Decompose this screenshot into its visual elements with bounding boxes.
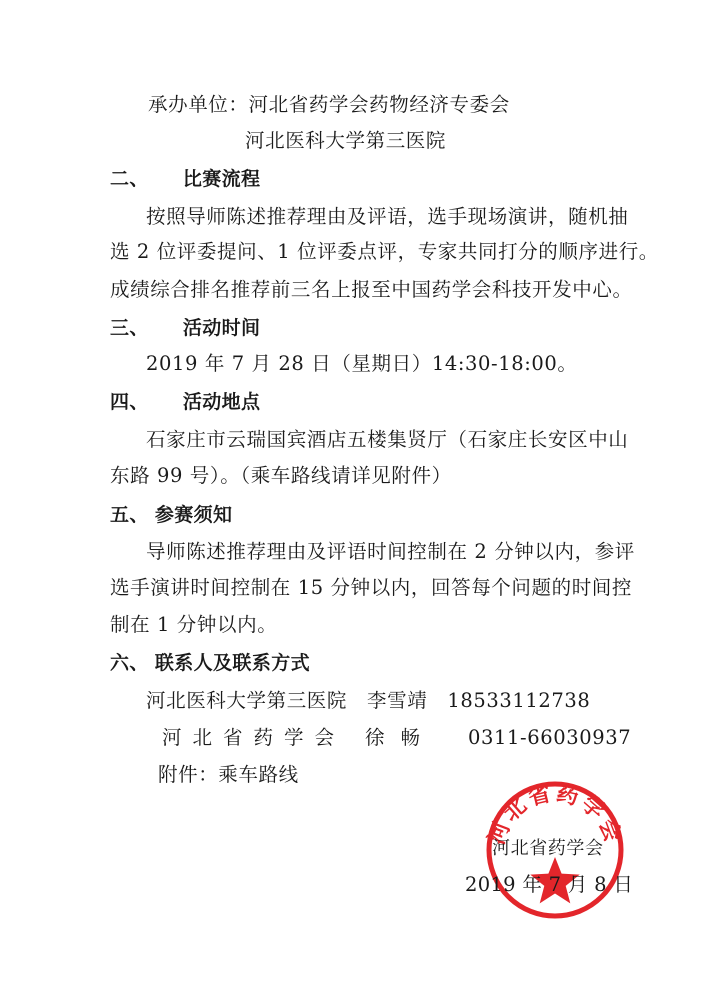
rules-line-3: 制在 1 分钟以内。 xyxy=(110,613,278,636)
process-line-1: 按照导师陈述推荐理由及评语，选手现场演讲，随机抽 xyxy=(146,205,629,228)
contact-org: 河北医科大学第三医院 xyxy=(146,689,348,712)
section-title: 联系人及联系方式 xyxy=(154,652,311,674)
location-line-2: 东路 99 号）。（乘车路线请详见附件） xyxy=(110,464,452,487)
section-number: 二、 xyxy=(110,168,149,190)
contact-phone: 0311-66030937 xyxy=(468,726,632,749)
section-title: 参赛须知 xyxy=(154,504,233,526)
section-title: 活动时间 xyxy=(182,317,261,339)
attachment-line: 附件：乘车路线 xyxy=(158,763,299,786)
location-line-1: 石家庄市云瑞国宾酒店五楼集贤厅（石家庄长安区中山 xyxy=(146,428,629,451)
organizer-org2: 河北医科大学第三医院 xyxy=(245,129,447,152)
signature-org: 河北省药学会 xyxy=(492,838,604,859)
rules-line-2: 选手演讲时间控制在 15 分钟以内，回答每个问题的时间控 xyxy=(110,576,633,599)
section-title: 比赛流程 xyxy=(182,168,261,190)
organizer-line xyxy=(148,93,510,117)
section-heading-location xyxy=(110,390,260,414)
time-line-1: 2019 年 7 月 28 日（星期日）14:30-18:00。 xyxy=(146,352,578,375)
process-line-3: 成绩综合排名推荐前三名上报至中国药学会科技开发中心。 xyxy=(110,278,633,301)
process-line-2: 选 2 位评委提问、1 位评委点评，专家共同打分的顺序进行。 xyxy=(110,240,659,263)
contact-row xyxy=(162,726,631,750)
organizer-org1: 河北省药学会药物经济专委会 xyxy=(248,93,510,116)
contact-phone: 18533112738 xyxy=(447,689,591,712)
signature-date: 2019 年 7 月 8 日 xyxy=(465,873,634,896)
seal-arc-text: 河北省药学会 xyxy=(483,779,627,849)
section-number: 六、 xyxy=(110,652,149,674)
section-heading-time xyxy=(110,316,260,340)
contact-name: 李雪靖 xyxy=(367,689,428,712)
contact-org: 河北省药学会 xyxy=(162,726,346,749)
section-title: 活动地点 xyxy=(182,391,261,413)
section-number: 五、 xyxy=(110,504,149,526)
contact-name: 徐畅 xyxy=(365,726,437,749)
section-heading-process xyxy=(110,167,260,191)
section-number: 四、 xyxy=(110,391,149,413)
organizer-label: 承办单位： xyxy=(148,93,249,116)
section-heading-contact xyxy=(110,651,310,675)
contact-row xyxy=(146,689,590,713)
section-heading-rules xyxy=(110,503,232,527)
rules-line-1: 导师陈述推荐理由及评语时间控制在 2 分钟以内，参评 xyxy=(146,540,635,563)
section-number: 三、 xyxy=(110,317,149,339)
